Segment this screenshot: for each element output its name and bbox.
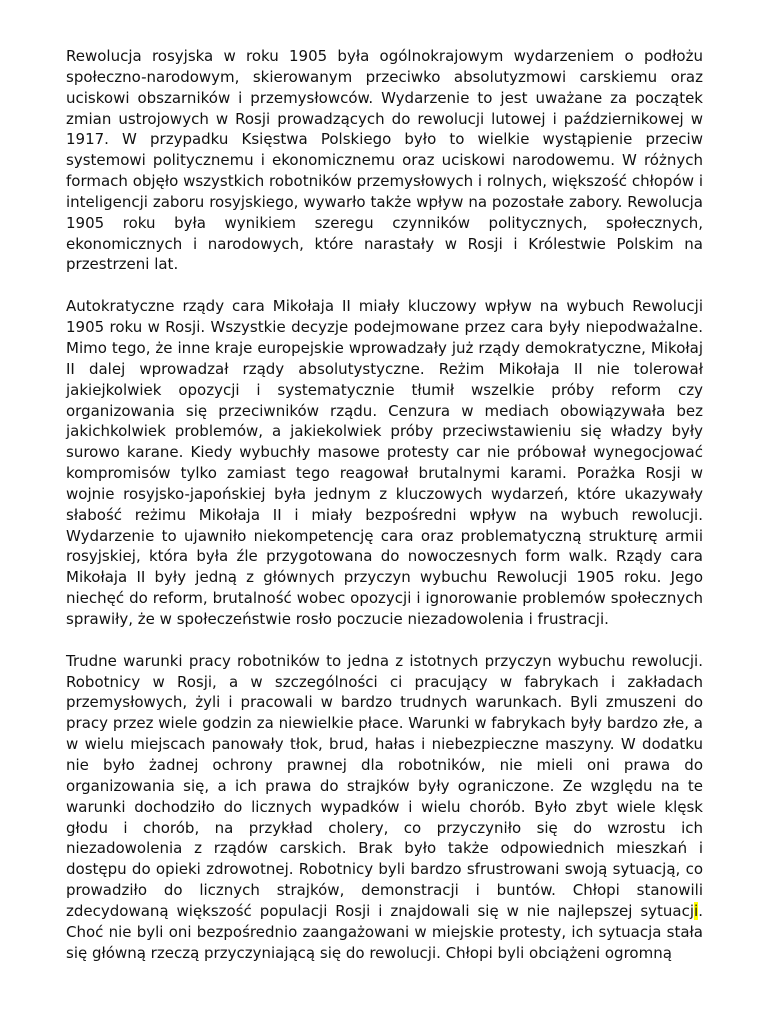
paragraph-text-before-highlight: Trudne warunki pracy robotników to jedna z istotnych przyczyn wybuchu rewolucji. Robotnicy w Rosji, a w szczególności ci pracujący w fabrykach i zakładach przemysłowych, żyli i pracowali w bardzo trudnych warunkach. Byli zmuszeni do pracy przez wiele godzin za niewielkie płace. Warunki w fabrykach były bardzo złe, a w wielu miejscach panowały tłok, brud, hałas i niebezpieczne maszyny. W dodatku nie było żadnej ochrony prawnej dla robotników, nie mieli oni prawa do organizowania się, a ich prawa do strajków były ograniczone. Ze względu na te warunki dochodziło do licznych wypadków i wielu chorób. Było zbyt wiele klęsk głodu i chorób, na przykład cholery, co przyczyniło się do wzrostu ich niezadowolenia z rządów carskich. Brak było także odpowiednich mieszkań i dostępu do opieki zdrowotnej. Robotnicy byli bardzo sfrustrowani swoją sytuacją, co prowadziło do licznych strajków, demonstracji i buntów. Chłopi stanowili zdecydowaną większość populacji Rosji i znajdowali się w nie najlepszej sytuacj xyxy=(66,651,703,920)
highlighted-text: i xyxy=(694,901,699,920)
paragraph-text-after-highlight: . Choć nie byli oni bezpośrednio zaangażowani w miejskie protesty, ich sytuacja stała się główną rzeczą przyczyniającą się do rewolucji. Chłopi byli obciążeni ogromną xyxy=(66,901,703,962)
document-body xyxy=(66,46,703,963)
paragraph-revolution-overview: Rewolucja rosyjska w roku 1905 była ogólnokrajowym wydarzeniem o podłożu społeczno-narodowym, skierowanym przeciwko absolutyzmowi carskiemu oraz uciskowi obszarników i przemysłowców. Wydarzenie to jest uważane za początek zmian ustrojowych w Rosji prowadzących do rewolucji lutowej i październikowej w 1917. W przypadku Księstwa Polskiego było to wielkie wystąpienie przeciw systemowi politycznemu i ekonomicznemu oraz uciskowi narodowemu. W różnych formach objęło wszystkich robotników przemysłowych i rolnych, większość chłopów i inteligencji zaboru rosyjskiego, wywarło także wpływ na pozostałe zabory. Rewolucja 1905 roku była wynikiem szeregu czynników politycznych, społecznych, ekonomicznych i narodowych, które narastały w Rosji i Królestwie Polskim na przestrzeni lat. xyxy=(66,47,703,274)
paragraph-tsar-autocracy: Autokratyczne rządy cara Mikołaja II miały kluczowy wpływ na wybuch Rewolucji 1905 roku w Rosji. Wszystkie decyzje podejmowane przez cara były niepodważalne. Mimo tego, że inne kraje europejskie wprowadzały już rządy demokratyczne, Mikołaj II dalej wprowadzał rządy absolutystyczne. Reżim Mikołaja II nie tolerował jakiejkolwiek opozycji i systematycznie tłumił wszelkie próby reform czy organizowania się przeciwników rządu. Cenzura w mediach obowiązywała bez jakichkolwiek problemów, a jakiekolwiek próby przeciwstawieniu się władzy były surowo karane. Kiedy wybuchły masowe protesty car nie próbował wynegocjować kompromisów tylko zamiast tego reagował brutalnymi karami. Porażka Rosji w wojnie rosyjsko-japońskiej była jednym z kluczowych wydarzeń, które ukazywały słabość reżimu Mikołaja II i miały bezpośredni wpływ na wybuch rewolucji. Wydarzenie to ujawniło niekompetencję cara oraz problematyczną strukturę armii rosyjskiej, która była źle przygotowana do nowoczesnych form walk. Rządy cara Mikołaja II były jedną z głównych przyczyn wybuchu Rewolucji 1905 roku. Jego niechęć do reform, brutalność wobec opozycji i ignorowanie problemów społecznych sprawiły, że w społeczeństwie rosło poczucie niezadowolenia i frustracji. xyxy=(66,297,703,628)
paragraph-working-conditions xyxy=(66,651,703,964)
